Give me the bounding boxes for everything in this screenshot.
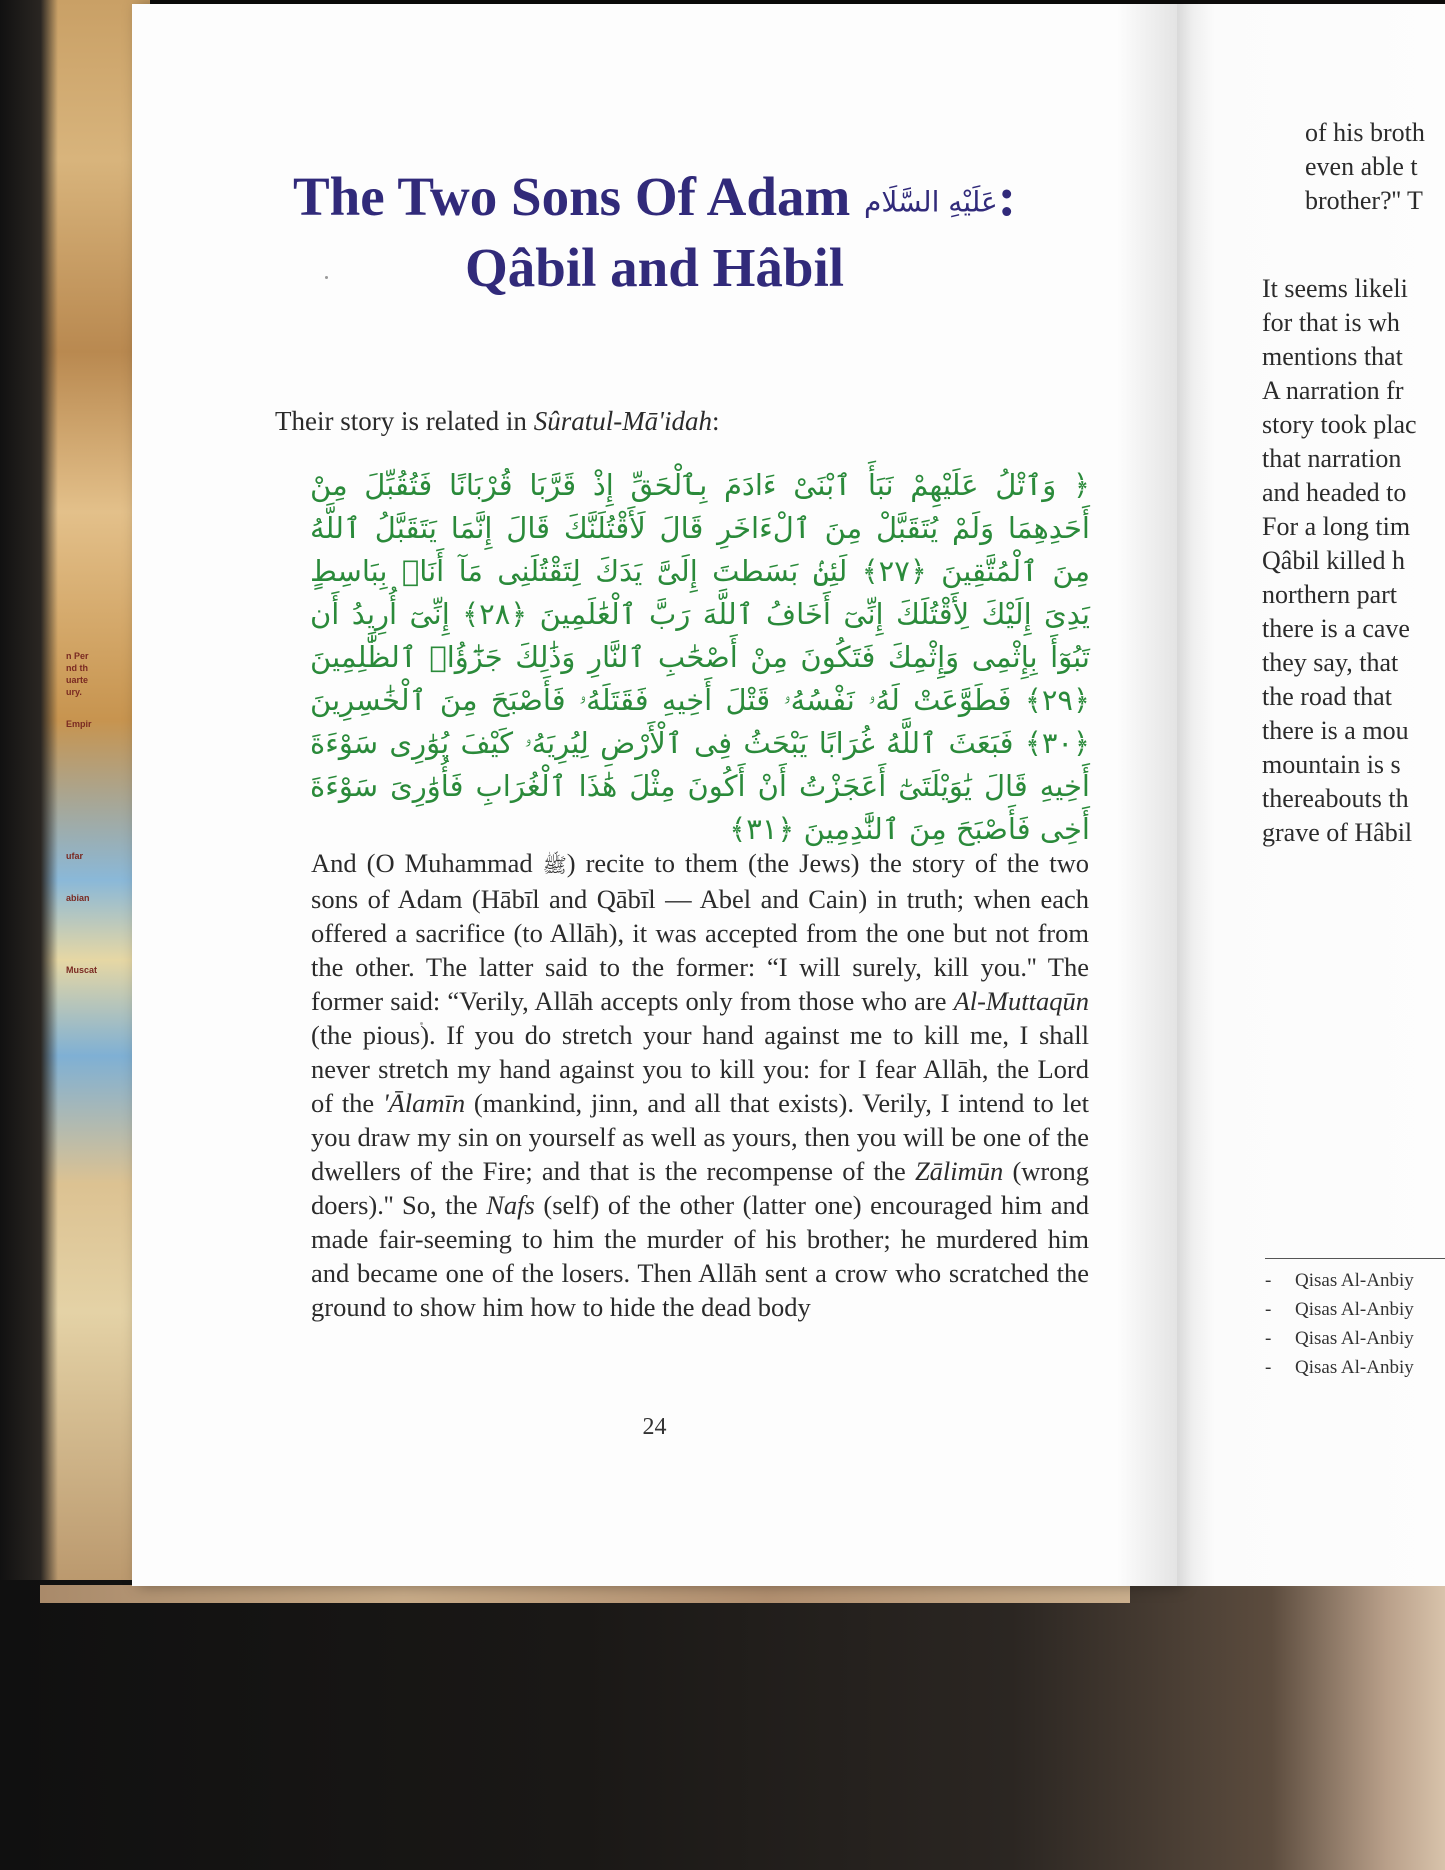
map-fragment: Muscat	[66, 965, 98, 975]
text-line: story took plac	[1262, 410, 1417, 439]
map-fragment: uarte	[66, 675, 89, 685]
page-number: 24	[642, 1414, 667, 1440]
honorific-glyph: ﷺ	[542, 853, 567, 877]
next-page	[1177, 4, 1445, 1586]
footnote-item	[1265, 1295, 1414, 1324]
footnote-item	[1265, 1266, 1414, 1295]
map-fragment: ury.	[66, 687, 82, 697]
italic-term: 'Ālamīn	[382, 1088, 466, 1118]
text-line: mentions that	[1262, 342, 1403, 371]
text-line: Qâbil killed h	[1262, 546, 1405, 575]
text-line: northern part	[1262, 580, 1398, 609]
page-title	[132, 164, 1177, 301]
map-fragment: n Per	[66, 651, 89, 661]
text-line: they say, that	[1262, 648, 1399, 677]
map-fragment: abian	[66, 893, 90, 903]
text-line: A narration fr	[1262, 376, 1404, 405]
italic-term: Nafs	[486, 1190, 535, 1220]
footnote-dash: -	[1265, 1270, 1272, 1291]
arabic-verses: ﴿ وَٱتْلُ عَلَيْهِمْ نَبَأَ ٱبْنَىْ ءَادَمَ بِٱلْحَقِّ إِذْ قَرَّبَا قُرْبَانًا فَتُقُبِّلَ مِنْ أَحَدِهِمَا وَلَمْ يُتَقَبَّلْ مِنَ ٱلْءَاخَرِ قَالَ لَأَقْتُلَنَّكَ قَالَ إِنَّمَا يَتَقَبَّلُ ٱللَّهُ مِنَ ٱلْمُتَّقِينَ ﴿٢٧﴾ لَئِنۢ بَسَطتَ إِلَىَّ يَدَكَ لِتَقْتُلَنِى مَآ أَنَا۠ بِبَاسِطٍ يَدِىَ إِلَيْكَ لِأَقْتُلَكَ إِنِّىٓ أَخَافُ ٱللَّهَ رَبَّ ٱلْعَٰلَمِينَ ﴿٢٨﴾ إِنِّىٓ أُرِيدُ أَن تَبُوٓأَ بِإِثْمِى وَإِثْمِكَ فَتَكُونَ مِنْ أَصْحَٰبِ ٱلنَّارِ وَذَٰلِكَ جَزَٰٓؤُا۟ ٱلظَّٰلِمِينَ ﴿٢٩﴾ فَطَوَّعَتْ لَهُۥ نَفْسُهُۥ قَتْلَ أَخِيهِ فَقَتَلَهُۥ فَأَصْبَحَ مِنَ ٱلْخَٰسِرِينَ ﴿٣٠﴾ فَبَعَثَ ٱللَّهُ غُرَابًا يَبْحَثُ فِى ٱلْأَرْضِ لِيُرِيَهُۥ كَيْفَ يُوَٰرِى سَوْءَةَ أَخِيهِ قَالَ يَٰوَيْلَتَىٰٓ أَعَجَزْتُ أَنْ أَكُونَ مِثْلَ هَٰذَا ٱلْغُرَابِ فَأُوَٰرِىَ سَوْءَةَ أَخِى فَأَصْبَحَ مِنَ ٱلنَّٰدِمِينَ ﴿٣١﴾	[310, 468, 1091, 846]
text-line: even able t	[1305, 152, 1418, 181]
book-page	[132, 4, 1177, 1586]
text-line: for that is wh	[1262, 308, 1400, 337]
text-line: brother?'' T	[1305, 186, 1423, 215]
text-line: It seems likeli	[1262, 274, 1408, 303]
text-line: of his broth	[1305, 118, 1425, 147]
text-line: grave of Hâbil	[1262, 818, 1413, 847]
title-colon: :	[997, 166, 1017, 227]
translation-text: (mankind, jinn, and all that exists). Verily, I intend to let you draw my sin on yourself as well as yours, then you will be one of the dwellers of the Fire; and that is the recompense of the	[311, 1088, 1089, 1186]
footnote-dash: -	[1265, 1357, 1272, 1378]
text-line: the road that	[1262, 682, 1392, 711]
footnote-references	[1265, 1266, 1414, 1382]
translation-paragraph	[311, 846, 1089, 1324]
text-line: and headed to	[1262, 478, 1407, 507]
intro-text: Their story is related in	[275, 406, 534, 436]
text-line: mountain is s	[1262, 750, 1401, 779]
footnote-text: Qisas Al-Anbiy	[1295, 1328, 1414, 1349]
italic-term: Zālimūn	[914, 1156, 1004, 1186]
map-fragment: nd th	[66, 663, 88, 673]
footnote-rule	[1265, 1258, 1445, 1259]
book-spine-shadow	[0, 0, 58, 1600]
footnote-dash: -	[1265, 1328, 1272, 1349]
footnote-text: Qisas Al-Anbiy	[1295, 1299, 1414, 1320]
title-line-2: Qâbil and Hâbil	[464, 237, 845, 299]
translation-text: (wrong doers).'' So, the	[311, 1156, 1089, 1220]
title-line-1: The Two Sons Of Adam	[292, 166, 851, 227]
footnote-item	[1265, 1353, 1414, 1382]
footnote-dash: -	[1265, 1299, 1272, 1320]
next-page-top-text	[1305, 116, 1445, 218]
honorific-glyph: عَلَيْهِ السَّلَام	[864, 185, 998, 219]
intro-line	[275, 406, 975, 437]
footnote-text: Qisas Al-Anbiy	[1295, 1270, 1414, 1291]
text-line: there is a cave	[1262, 614, 1410, 643]
map-fragment: Empir	[66, 719, 92, 729]
footnote-item	[1265, 1324, 1414, 1353]
italic-term: Al-Muttaqūn	[953, 986, 1089, 1016]
translation-text: ) recite to them (the Jews) the story of the two sons of Adam (Hābīl and Qābīl — Abel and Cain) in truth; when each offered a sacrifice (to Allāh), it was accepted from the one but not from the other. The latter said to the former: “I will surely, kill you.'' The former said: “Verily, Allāh accepts only from those who are	[311, 848, 1089, 1016]
surah-name: Sûratul-Mā'idah	[533, 406, 712, 436]
book-bottom-edge	[40, 1585, 1130, 1603]
text-line: there is a mou	[1262, 716, 1409, 745]
footnote-text: Qisas Al-Anbiy	[1295, 1357, 1414, 1378]
map-fragment: ufar	[66, 851, 84, 861]
translation-text: And (O Muhammad	[311, 848, 543, 878]
scan-background	[0, 1580, 1445, 1870]
text-line: thereabouts th	[1262, 784, 1409, 813]
text-line: that narration	[1262, 444, 1402, 473]
intro-colon: :	[711, 406, 720, 436]
translation-text: (the pious). If you do stretch your hand against me to kill me, I shall never stretch my hand against you to kill you: for I fear Allāh, the Lord of the	[311, 1020, 1089, 1118]
text-line: For a long tim	[1262, 512, 1411, 541]
next-page-body-text	[1262, 272, 1445, 850]
translation-text: (self) of the other (latter one) encouraged him and made fair-seeming to him the murder of his brother; he murdered him and became one of the losers. Then Allāh sent a crow who scratched the ground to show him how to hide the dead body	[311, 1190, 1089, 1322]
